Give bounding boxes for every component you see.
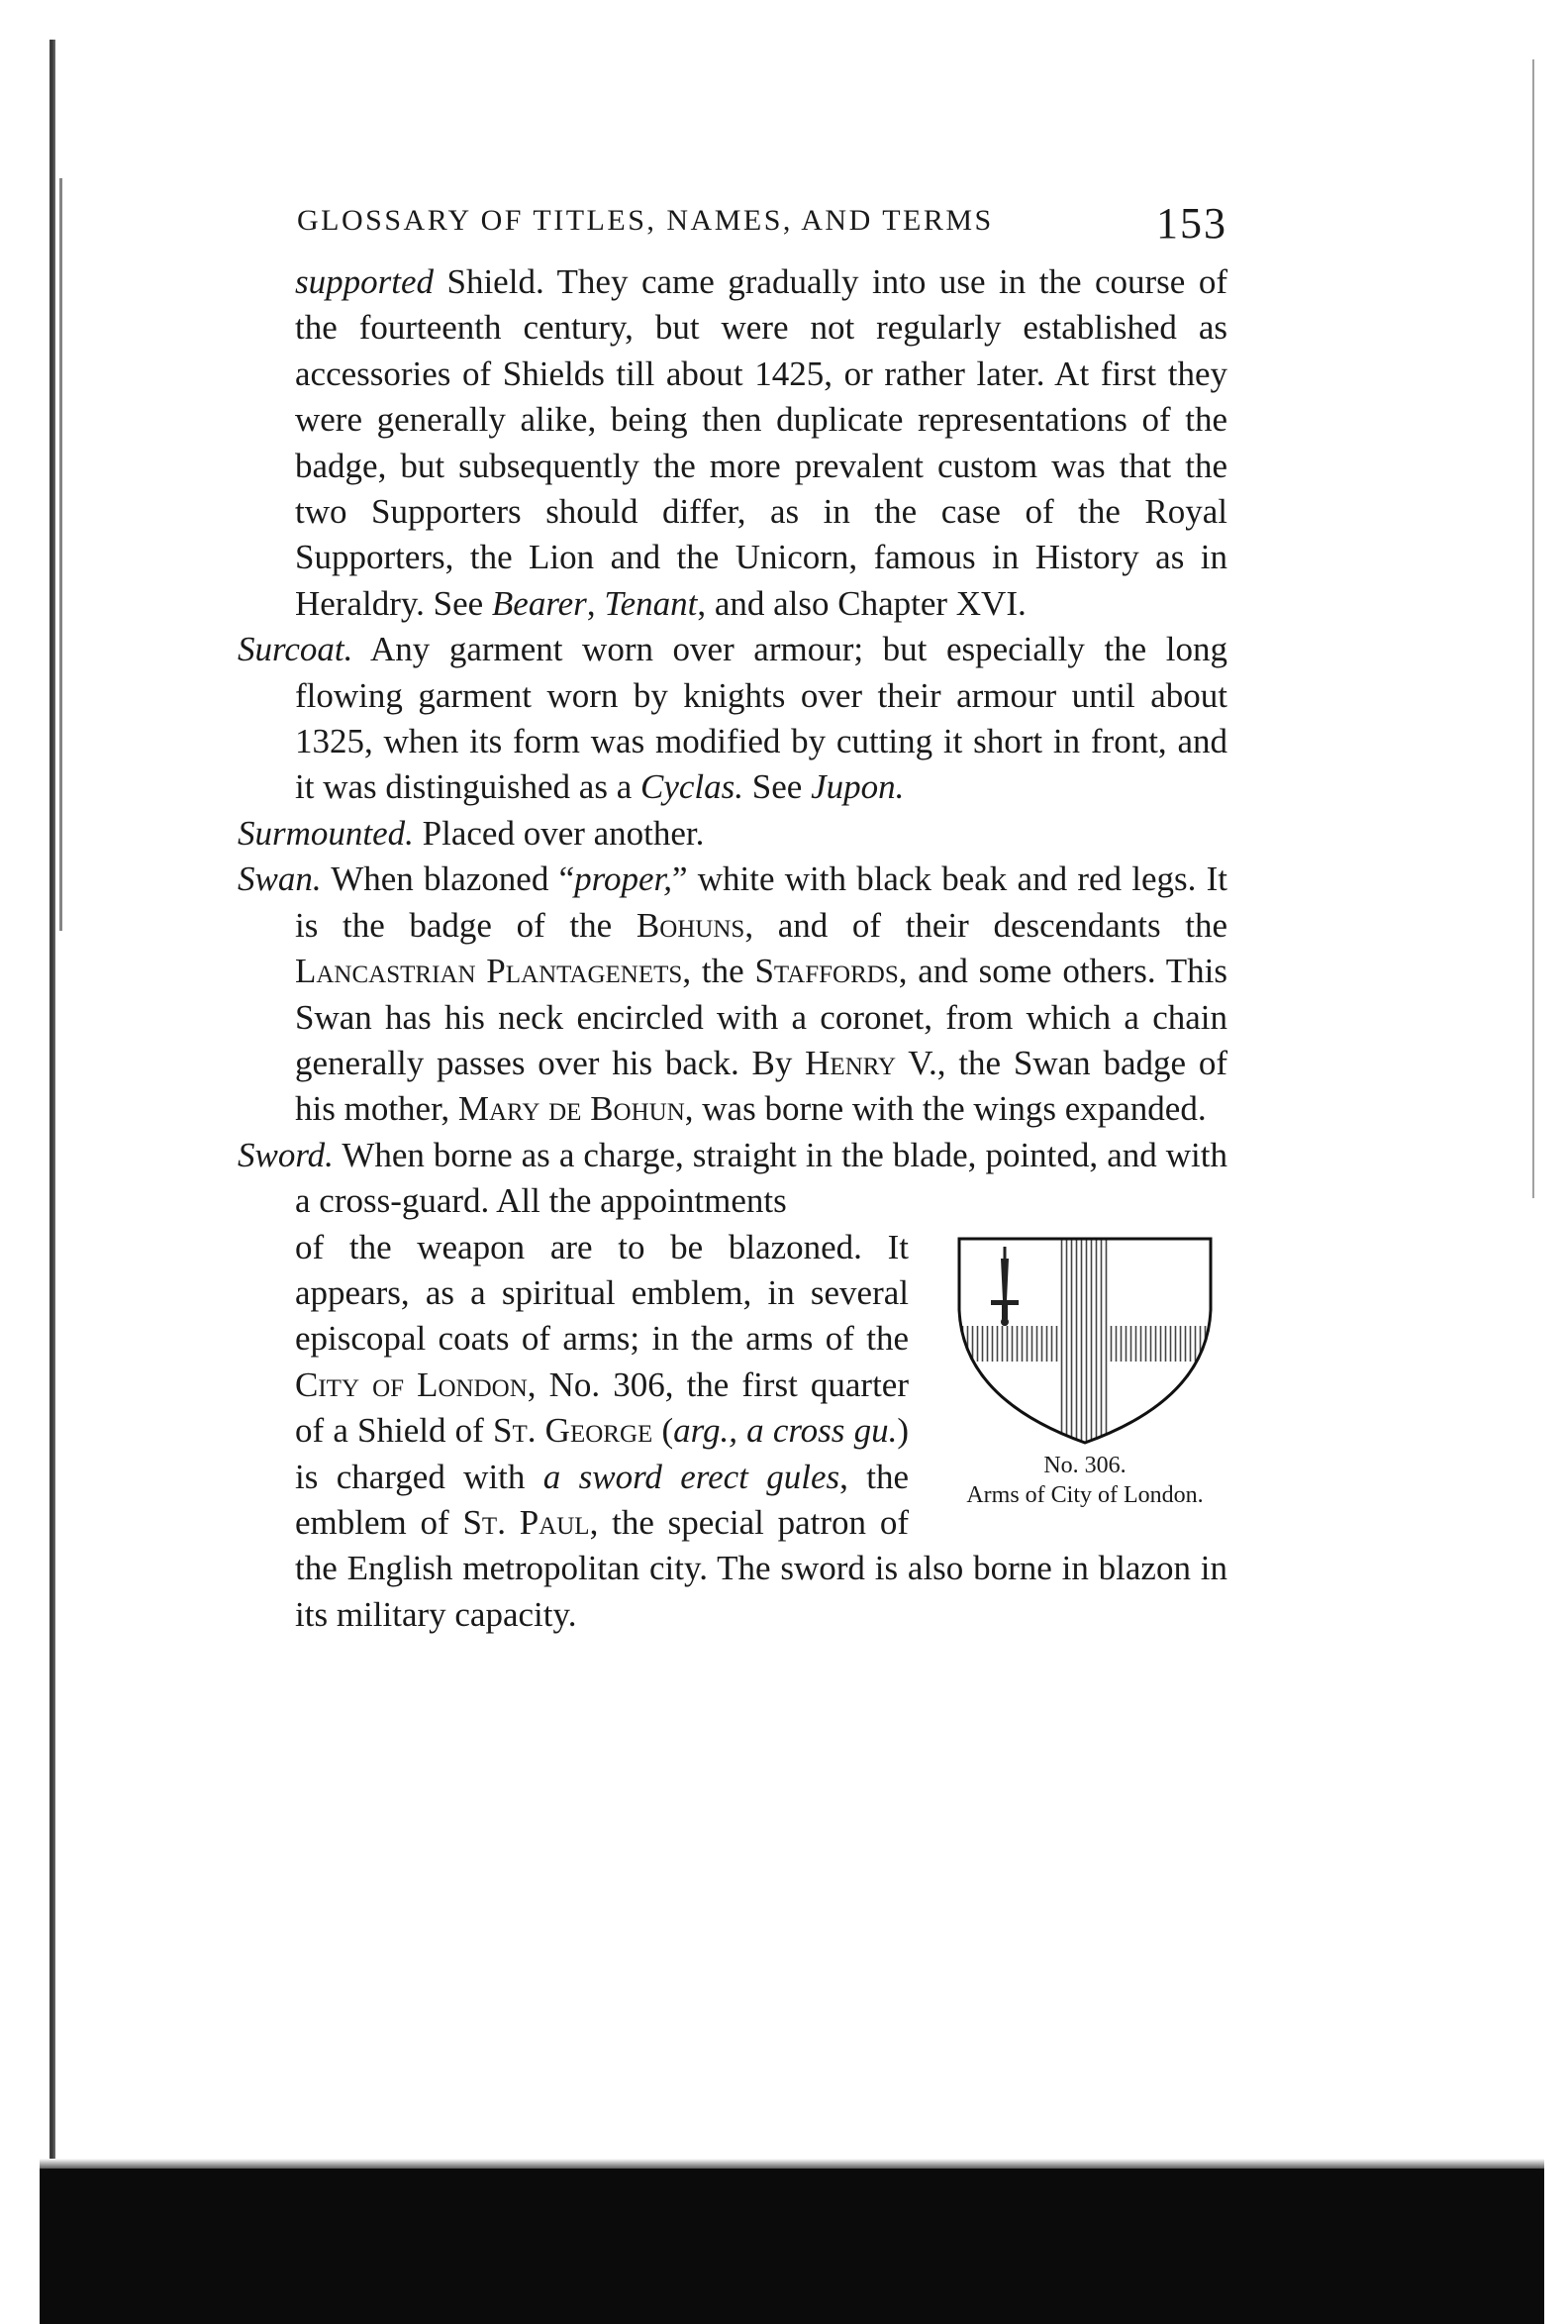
city-of-london-shield-icon [951, 1231, 1219, 1449]
sword-t1-rest: of the weapon are to be blazoned. It appears, as a spiritual emblem, in several episcopal coats of arms; in the arms of the [295, 1227, 909, 1359]
glossary-text [238, 259, 1227, 1638]
entry-sword [238, 1133, 1227, 1225]
surcoat-text: Any garment worn over armour; but especially the long flowing garment worn by knights over their armour until about 1325, when its form was modified by cutting it short in front, and it was distinguished as a [295, 630, 1227, 807]
surmounted-text: Placed over another. [413, 813, 705, 853]
swan-t2: ” white with black beak and red legs. It is the badge of the [295, 859, 1227, 945]
sword-entry-continued [238, 1225, 1227, 1639]
see-tenant: Tenant [604, 583, 698, 623]
sword-t3: ( [652, 1411, 674, 1451]
sword-t1-lead: When borne as a charge, straight in the blade, pointed, and with a cross-guard. All the appointments [295, 1135, 1227, 1221]
figure-306 [936, 1231, 1233, 1510]
see-chapter: , and also Chapter XVI. [697, 583, 1027, 623]
binding-edge-left-inner [59, 178, 62, 931]
entry-swan [238, 857, 1227, 1132]
sword-t4: ) is charged with [295, 1411, 910, 1496]
swan-lancastrian: Lancastrian Plantagenets [295, 952, 683, 991]
surcoat-cyclas: Cyclas. [640, 767, 744, 807]
entry-surcoat [238, 627, 1227, 811]
surcoat-jupon: Jupon. [811, 767, 905, 807]
swan-staffords: Staffords [754, 952, 899, 991]
sword-city: City of London [295, 1364, 528, 1404]
swan-bohuns: Bohuns [636, 905, 745, 945]
term-swan: Swan. [238, 859, 322, 899]
sword-st-paul: St. Paul [462, 1502, 590, 1542]
sword-t2: , No. 306, the first quarter of a Shield of [295, 1364, 909, 1451]
see-bearer: Bearer [491, 583, 587, 623]
sword-erect: a sword erect gules [542, 1457, 840, 1496]
swan-proper: proper, [574, 859, 672, 899]
sword-t6: , the special patron of the English metropolitan city. The sword is also borne in blazon in its military capacity. [295, 1502, 1227, 1634]
page-number: 153 [1156, 199, 1227, 248]
swan-t7: , was borne with the wings expanded. [684, 1089, 1207, 1129]
term-sword: Sword. [238, 1135, 334, 1174]
entry-supporters-continued [238, 259, 1227, 627]
sword-t5: , the emblem of [295, 1457, 909, 1542]
binding-edge-left [49, 40, 55, 2178]
swan-t6: V., the Swan badge of his mother, [295, 1043, 1227, 1129]
term-surmounted: Surmounted. [238, 813, 414, 853]
supporters-italic-supported: supported [295, 262, 434, 301]
see-sep: , [586, 583, 605, 623]
term-surcoat: Surcoat. [238, 630, 353, 669]
entry-surmounted [238, 811, 1227, 857]
sword-arg: arg., a cross gu. [673, 1411, 898, 1451]
scan-bottom-band [40, 2169, 1544, 2324]
figure-caption: Arms of City of London. [966, 1481, 1204, 1508]
surcoat-see: See [743, 767, 812, 807]
swan-t5: , and some others. This Swan has his neck encircled with a coronet, from which a chain generally passes over his back. By [295, 952, 1227, 1082]
swan-henry: Henry [805, 1043, 897, 1082]
running-title: GLOSSARY OF TITLES, NAMES, AND TERMS [297, 204, 994, 237]
swan-t3: , and of their descendants the [744, 905, 1227, 945]
binding-edge-right [1532, 59, 1534, 1198]
swan-t1: When blazoned “ [321, 859, 575, 899]
page-header [297, 198, 1227, 257]
supporters-text: Shield. They came gradually into use in the course of the fourteenth century, but were not regularly established as accessories of Shields till about 1425, or rather later. At first they were generally alike, being then duplicate representations of the badge, but subsequently the more prevalent custom was that the two Supporters should differ, as in the case of the Royal Supporters, the Lion and the Unicorn, famous in History as in Heraldry. See [295, 262, 1227, 623]
figure-number: No. 306. [1043, 1452, 1127, 1478]
swan-t4: , the [682, 952, 755, 991]
swan-mary: Mary de Bohun [457, 1089, 685, 1129]
sword-st-george: St. George [493, 1411, 653, 1451]
